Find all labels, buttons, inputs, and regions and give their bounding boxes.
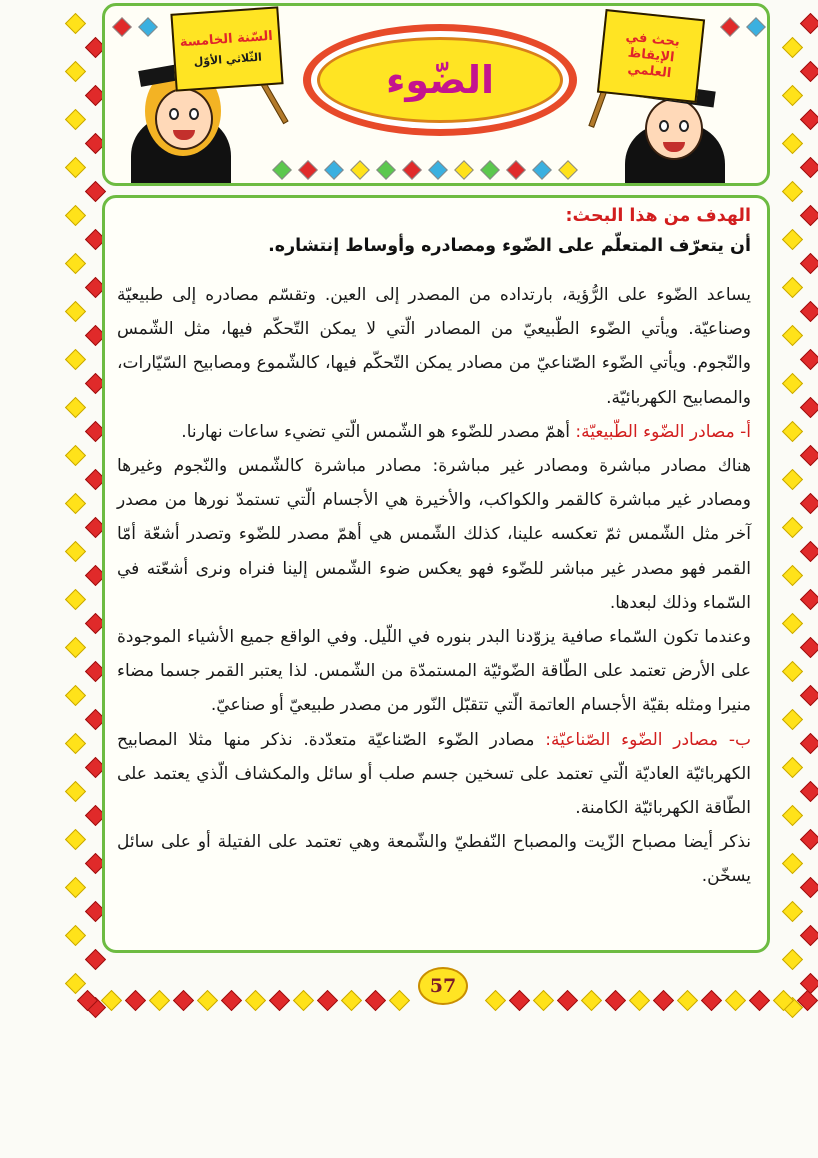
header-strip-diamond (376, 160, 396, 180)
page-number: 57 (418, 967, 468, 1005)
border-diamond (800, 397, 818, 418)
border-diamond (65, 589, 86, 610)
content-box (102, 195, 770, 953)
border-diamond (557, 990, 578, 1011)
title-oval (303, 24, 577, 136)
border-diamond (65, 205, 86, 226)
grade-sign (170, 6, 283, 91)
border-diamond (782, 709, 803, 730)
header-strip-diamond (480, 160, 500, 180)
header-strip-diamond (558, 160, 578, 180)
border-diamond (65, 733, 86, 754)
sign-stick (588, 88, 607, 128)
border-diamond (629, 990, 650, 1011)
border-diamond (782, 37, 803, 58)
border-diamond (800, 157, 818, 178)
paragraph: ب- مصادر الضّوء الصّناعيّة: مصادر الضّوء الصّناعيّة متعدّدة. نذكر منها مثلا المصابيح الكهربائيّة العاديّة الّتي تعتمد على تسخين جسم صلب أو سائل والمكشاف الّذي يعتمد على الطّاقة الكهربائيّة الكامنة. (117, 729, 751, 819)
section-heading-natural: أ- مصادر الضّوء الطّبيعيّة: (575, 421, 751, 442)
border-diamond (245, 990, 266, 1011)
border-diamond (65, 253, 86, 274)
girl-face-illustration (155, 88, 213, 150)
paragraph: نذكر أيضا مصباح الزّيت والمصباح النّفطيّ والشّمعة وهي تعتمد على الفتيلة أو على سائل يسخّن. (117, 832, 751, 887)
section-heading-artificial: ب- مصادر الضّوء الصّناعيّة: (545, 729, 751, 750)
border-diamond (800, 637, 818, 658)
border-diamond (365, 990, 386, 1011)
border-diamond (749, 990, 770, 1011)
border-diamond (269, 990, 290, 1011)
border-diamond (485, 990, 506, 1011)
border-diamond (65, 301, 86, 322)
border-diamond (65, 109, 86, 130)
border-diamond (800, 61, 818, 82)
border-diamond (85, 181, 106, 202)
border-diamond (341, 990, 362, 1011)
border-diamond (125, 990, 146, 1011)
border-diamond (782, 517, 803, 538)
border-diamond (65, 445, 86, 466)
border-diamond (782, 565, 803, 586)
border-diamond (782, 949, 803, 970)
border-diamond (65, 829, 86, 850)
border-diamond (800, 493, 818, 514)
border-diamond (782, 325, 803, 346)
paragraph: هناك مصادر مباشرة ومصادر غير مباشرة: مصادر مباشرة كالشّمس والنّجوم وغيرها ومصادر غير مباشرة كالقمر والكواكب، والأخيرة هي الأجسام الّتي تستمدّ نورها من مصدر آخر مثل الشّمس ثمّ تعكسه علينا، كذلك الشّمس هي أهمّ مصدر للضّوء وتصدر أشعّة أمّا القمر فهو مصدر غير مباشر للضّوء فهو يعكس ضوء الشّمس إلينا فنراه ونرى أشعّته في السّماء وذلك لبعدها. (117, 456, 751, 613)
page-header (102, 3, 770, 186)
border-diamond (65, 925, 86, 946)
header-strip-diamond (402, 160, 422, 180)
border-diamond (725, 990, 746, 1011)
border-diamond (65, 157, 86, 178)
border-diamond (221, 990, 242, 1011)
border-diamond (800, 445, 818, 466)
border-diamond (782, 277, 803, 298)
border-diamond (65, 781, 86, 802)
border-diamond (85, 949, 106, 970)
header-strip-diamond (138, 17, 158, 37)
subject-line-2: الإيقاظ (627, 45, 676, 66)
border-diamond (782, 661, 803, 682)
border-diamond (65, 637, 86, 658)
border-diamond (800, 253, 818, 274)
border-diamond (782, 805, 803, 826)
border-diamond (533, 990, 554, 1011)
border-diamond (800, 877, 818, 898)
goal-heading: الهدف من هذا البحث: (565, 206, 751, 226)
paragraph: وعندما تكون السّماء صافية يزوّدنا البدر بنوره في اللّيل. وفي الواقع جميع الأشياء الموجودة على الأرض تعتمد على الطّاقة الضّوئيّة المستمدّة من الشّمس. لذا يعتبر القمر جسما مضاء منيرا ومثله بقيّة الأجسام العاتمة الّتي تتقبّل النّور من مصدر طبيعيّ أو صناعيّ. (117, 627, 751, 716)
subject-line-1: بحث في (624, 29, 681, 50)
border-diamond (782, 181, 803, 202)
border-diamond (782, 421, 803, 442)
border-diamond (197, 990, 218, 1011)
border-diamond (605, 990, 626, 1011)
border-diamond (782, 85, 803, 106)
border-diamond (65, 973, 86, 994)
border-diamond (65, 877, 86, 898)
border-diamond (800, 109, 818, 130)
header-strip-diamond (324, 160, 344, 180)
content-text (117, 202, 751, 894)
header-strip-diamond (506, 160, 526, 180)
border-diamond (800, 733, 818, 754)
header-strip-diamond (454, 160, 474, 180)
border-diamond (782, 901, 803, 922)
border-diamond (782, 373, 803, 394)
border-diamond (800, 301, 818, 322)
paragraph: أ- مصادر الضّوء الطّبيعيّة: أهمّ مصدر للضّوء هو الشّمس الّتي تضيء ساعات نهارنا. (181, 421, 751, 442)
border-diamond (65, 685, 86, 706)
border-diamond (65, 397, 86, 418)
border-diamond (317, 990, 338, 1011)
grade-label: السّنة الخامسة (179, 28, 274, 51)
header-strip-diamond (428, 160, 448, 180)
border-diamond (701, 990, 722, 1011)
border-diamond (581, 990, 602, 1011)
subject-sign (597, 9, 705, 103)
paragraph: يساعد الضّوء على الرُّؤية، بارتداده من المصدر إلى العين. وتقسّم مصادره إلى طبيعيّة وصناعيّة. ويأتي الضّوء الطّبيعيّ من المصادر الّتي لا يمكن التّحكّم فيها، مثل الشّمس والنّجوم. ويأتي الضّوء الصّناعيّ من مصادر يمكن التّحكّم فيها، كالشّموع ومصابيح السّيّارات، والمصابيح الكهربائيّة. (117, 285, 751, 408)
border-diamond (65, 541, 86, 562)
border-diamond (800, 781, 818, 802)
border-diamond (782, 229, 803, 250)
sign-stick (259, 80, 288, 125)
border-diamond (782, 469, 803, 490)
header-strip-diamond (532, 160, 552, 180)
border-diamond (653, 990, 674, 1011)
border-diamond (782, 853, 803, 874)
header-strip-diamond (720, 17, 740, 37)
border-diamond (65, 61, 86, 82)
border-diamond (65, 493, 86, 514)
border-diamond (800, 349, 818, 370)
border-diamond (782, 133, 803, 154)
border-diamond (800, 925, 818, 946)
border-diamond (509, 990, 530, 1011)
border-diamond (149, 990, 170, 1011)
boy-face-illustration (645, 98, 703, 160)
page-title: الضّوء (386, 58, 494, 102)
border-diamond (293, 990, 314, 1011)
border-diamond (800, 541, 818, 562)
border-diamond (782, 613, 803, 634)
border-diamond (65, 349, 86, 370)
border-diamond (389, 990, 410, 1011)
term-label: الثّلاثي الأوّل (193, 50, 263, 69)
border-diamond (800, 205, 818, 226)
subject-line-3: العلمي (626, 61, 672, 82)
header-strip-diamond (298, 160, 318, 180)
border-diamond (800, 685, 818, 706)
border-diamond (782, 757, 803, 778)
goal-text: أن يتعرّف المتعلّم على الضّوء ومصادره وأوساط إنتشاره. (268, 236, 751, 256)
header-strip-diamond (746, 17, 766, 37)
header-strip-diamond (112, 17, 132, 37)
border-diamond (173, 990, 194, 1011)
border-diamond (677, 990, 698, 1011)
header-strip-diamond (272, 160, 292, 180)
header-strip-diamond (350, 160, 370, 180)
border-diamond (800, 13, 818, 34)
border-diamond (800, 589, 818, 610)
border-diamond (65, 13, 86, 34)
border-diamond (800, 829, 818, 850)
